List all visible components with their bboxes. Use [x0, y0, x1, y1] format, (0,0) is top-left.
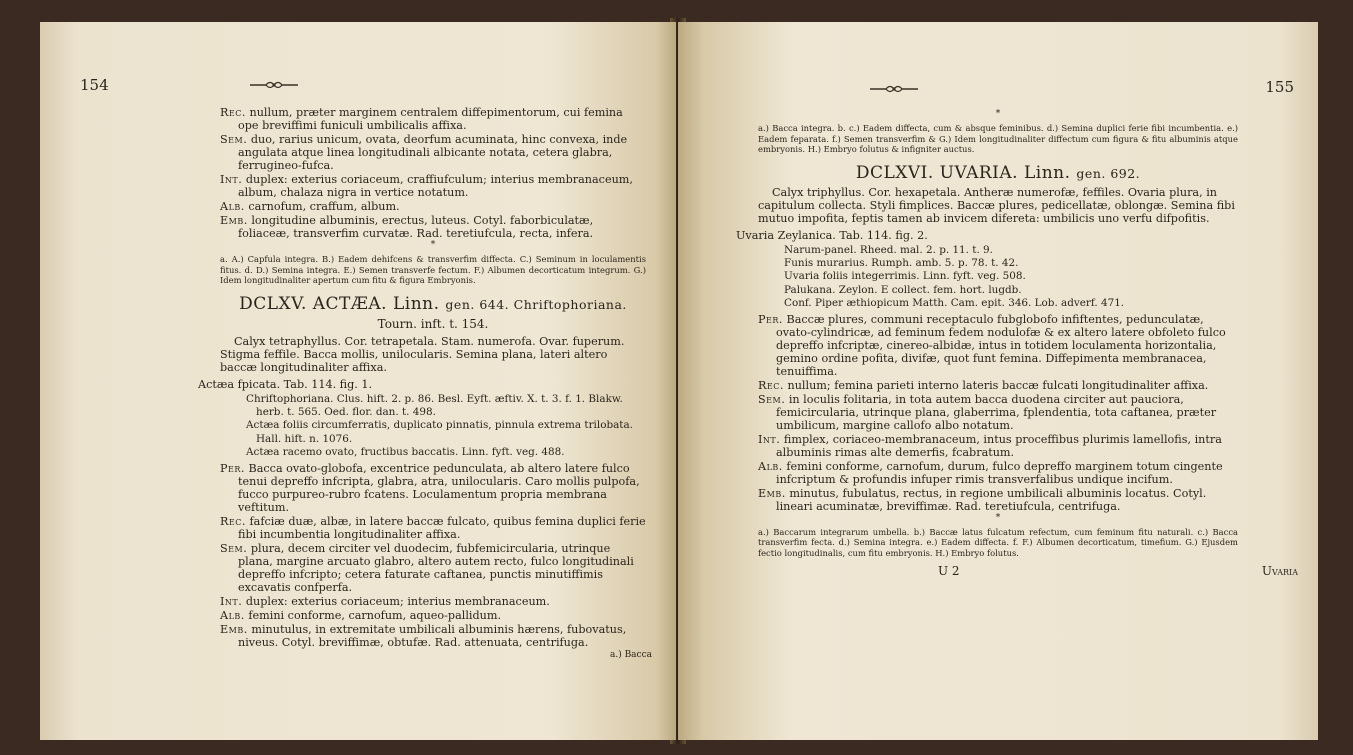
- description-paragraph: Emb. minutulus, in extremitate umbilicali albuminis hærens, fubovatus, niveus. Cotyl. breviffimæ, obtufæ. Rad. attenuata, centrifuga.: [220, 622, 627, 649]
- genus-heading-uvaria: DCLXVI. UVARIA. Linn. gen. 692.: [855, 162, 1141, 183]
- description-paragraph: Alb. femini conforme, carnofum, aqueo-pallidum.: [220, 608, 502, 622]
- genus-character: Calyx tetraphyllus. Cor. tetrapetala. Stam. numerofa. Ovar. fuperum. Stigma feffile. Bacca mollis, unilocularis. Semina plana, lateri altero baccæ longitudinaliter affixa.: [220, 334, 625, 374]
- left-footnote: a. A.) Capfula integra. B.) Eadem dehifcens & transverfim diffecta. C.) Seminum in loculamentis fitus. d. D.) Semina integra. E.) Semen transverfe fectum. F.) Albumen decorticatum integrum. G.) Idem longitudinaliter apertum cum fitu & figura Embryonis.: [220, 254, 646, 285]
- description-paragraph: Sem. plura, decem circiter vel duodecim, fubfemicircularia, utrinque plana, margine arcuato glabro, altero autem recto, fulco longitudinali depreffo infcripto; cetera faturate caftanea, punctis minutiffimis excavatis confperfa.: [220, 541, 634, 594]
- ornament-icon: [868, 84, 920, 94]
- description-paragraph: Rec. nullum; femina parieti interno lateris baccæ fulcati longitudinaliter affixa.: [758, 378, 1209, 392]
- description-paragraph: Int. duplex: exterius coriaceum, craffiufculum; interius membranaceum, album, chalaza nigra in vertice notatum.: [220, 173, 633, 199]
- footnote-asterisk: *: [430, 240, 436, 250]
- synonym-line: Palukana. Zeylon. E collect. fem. hort. lugdb.: [784, 283, 1022, 296]
- description-paragraph: Alb. carnofum, craffum, album.: [220, 200, 400, 213]
- right-page-footer: [758, 564, 1298, 582]
- description-paragraph: Int. duplex: exterius coriaceum; interius membranaceum.: [220, 594, 550, 608]
- description-paragraph: Sem. duo, rarius unicum, ovata, deorfum acuminata, hinc convexa, inde angulata atque linea longitudinali albicante notata, cetera glabra, ferrugineo-fufca.: [220, 133, 628, 172]
- synonym-line: Funis murarius. Rumph. amb. 5. p. 78. t. 42.: [784, 256, 1019, 269]
- species-name: Actæa fpicata. Tab. 114. fig. 1.: [198, 377, 373, 391]
- description-paragraph: Emb. minutus, fubulatus, rectus, in regione umbilicali albuminis locatus. Cotyl. lineari acuminatæ, breviffimæ. Rad. teretiufcula, centrifuga.: [758, 486, 1207, 513]
- synonym-line: Actæa foliis circumferratis, duplicato pinnatis, pinnula extrema trilobata. Hall. hift. n. 1076.: [246, 419, 633, 445]
- description-paragraph: Emb. longitudine albuminis, erectus, luteus. Cotyl. faborbiculatæ, foliaceæ, transverfim curvatæ. Rad. teretiufcula, recta, infera.: [220, 214, 594, 240]
- synonym-line: Uvaria foliis integerrimis. Linn. fyft. veg. 508.: [784, 270, 1026, 283]
- left-running-head: [80, 76, 646, 106]
- right-fruit-description: [758, 313, 1238, 513]
- right-top-footnote: a.) Bacca integra. b. c.) Eadem diffecta, cum & absque feminibus. d.) Semina duplici ferie fibi incumbentia. e.) Eadem feparata. f.) Semen transverfim & G.) Idem longitudinaliter diffectum cum figura & fitu albuminis atque embryonis. H.) Embryo folutus & infigniter auctus.: [758, 123, 1238, 154]
- synonym-line: Chriftophoriana. Clus. hift. 2. p. 86. Besl. Eyft. æftiv. X. t. 3. f. 1. Blakw. herb. t. 565. Oed. flor. dan. t. 498.: [246, 392, 623, 418]
- genus-character: Calyx triphyllus. Cor. hexapetala. Antheræ numerofæ, feffiles. Ovaria plura, in capitulum collecta. Styli fimplices. Baccæ plures, pedicellatæ, oblongæ. Semina fibi mutuo impofita, feptis tamen ab invicem difereta: umbilicis uno verfu difpofitis.: [758, 185, 1235, 225]
- left-page-number: 154: [80, 76, 109, 94]
- right-page-number: 155: [1265, 78, 1294, 96]
- left-page: [40, 22, 676, 740]
- genus-heading-actaea: DCLXV. ACTÆA. Linn. gen. 644. Chriftophoriana.: [239, 293, 627, 314]
- description-paragraph: Rec. fafciæ duæ, albæ, in latere baccæ fulcato, quibus femina duplici ferie fibi incumbentia longitudinaliter affixa.: [220, 514, 646, 541]
- signature-mark: U 2: [938, 564, 960, 579]
- right-running-head: [758, 78, 1294, 110]
- left-fruit-description: [220, 462, 646, 649]
- synonym-line: Narum-panel. Rheed. mal. 2. p. 11. t. 9.: [784, 243, 993, 256]
- left-catchword: a.) Bacca: [609, 649, 652, 660]
- footnote-asterisk: *: [995, 512, 1001, 523]
- species-name: Uvaria Zeylanica. Tab. 114. fig. 2.: [736, 228, 928, 242]
- synonym-line: Actæa racemo ovato, fructibus baccatis. Linn. fyft. veg. 488.: [246, 446, 565, 459]
- right-catchword: Uvaria: [1261, 564, 1298, 579]
- description-paragraph: Sem. in loculis folitaria, in tota autem bacca duodena circiter aut pauciora, femicircularia, utrinque plana, glaberrima, fplendentia, tota caftanea, præter umbilicum, margine callofo albo notatum.: [758, 392, 1217, 432]
- description-paragraph: Rec. nullum, præter marginem centralem diffepimentorum, cui femina ope breviffimi funiculi umbilicalis affixa.: [220, 106, 623, 132]
- description-paragraph: Per. Baccæ plures, communi receptaculo fubglobofo infiftentes, pedunculatæ, ovato-cylindricæ, ad feminum fedem nodulofæ & ex altero latere obfoleto fulco depreffo infcriptæ, cinereo-albidæ, intus in totidem loculamenta horizontalia, gemino ordine pofita, divifæ, quot funt femina. Diffepimenta membranacea, tenuiffima.: [758, 312, 1226, 378]
- right-page: [678, 22, 1318, 740]
- description-paragraph: Per. Bacca ovato-globofa, excentrice pedunculata, ab altero latere fulco tenui depreffo infcripta, glabra, atra, unilocularis. Caro mollis pulpofa, fucco purpureo-rubro fcatens. Loculamentum propria membrana veftitum.: [220, 461, 640, 514]
- description-paragraph: Alb. femini conforme, carnofum, durum, fulco depreffo marginem totum cingente infcriptum & profundis infuper rimis transverfalibus undique incifum.: [758, 459, 1223, 486]
- description-paragraph: Int. fimplex, coriaceo-membranaceum, intus proceffibus plurimis lamellofis, intra albuminis rimas alte demerfis, fcabratum.: [758, 432, 1222, 459]
- footnote-asterisk: *: [995, 109, 1001, 119]
- synonym-line: Conf. Piper æthiopicum Matth. Cam. epit. 346. Lob. adverf. 471.: [784, 297, 1125, 310]
- left-description-block: [220, 106, 646, 240]
- right-bottom-footnote: a.) Baccarum integrarum umbella. b.) Baccæ latus fulcatum refectum, cum feminum fitu naturali. c.) Bacca transverfim fecta. d.) Semina integra. e.) Eadem diffecta. f. F.) Albumen decorticatum, timefium. G.) Ejusdem fectio longitudinalis, cum fitu embryonis. H.) Embryo folutus.: [758, 526, 1238, 558]
- ornament-icon: [248, 80, 300, 90]
- genus-subheading: Tourn. inft. t. 154.: [377, 316, 489, 331]
